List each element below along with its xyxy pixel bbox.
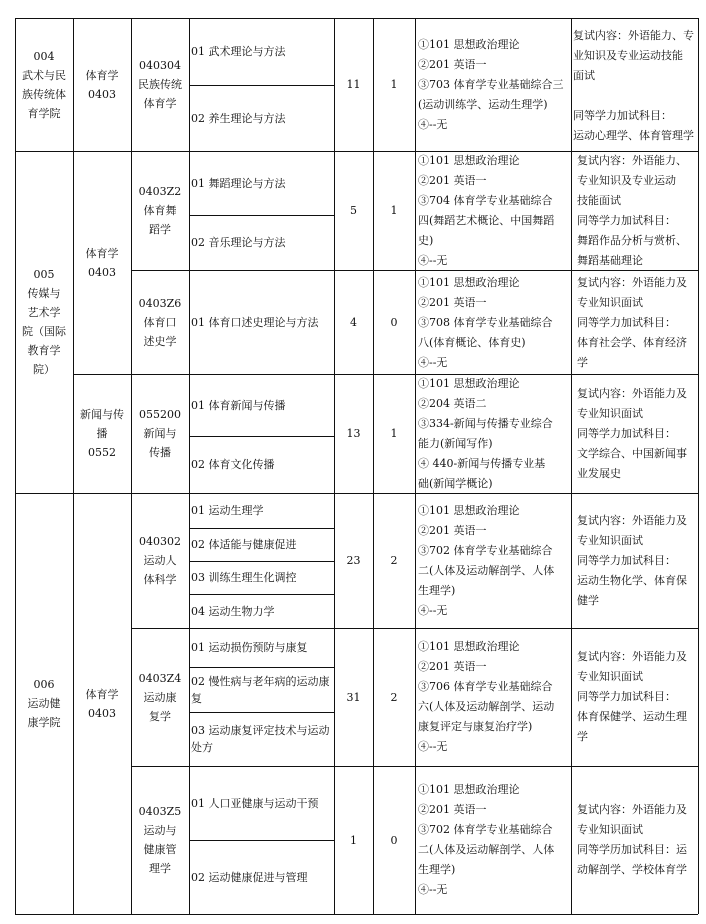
direction-cell: 01 人口亚健康与运动干预 (191, 796, 319, 810)
direction-cell: 02 运动健康促进与管理 (191, 870, 308, 884)
exam-subjects: ①101 思想政治理论 ②201 英语一 ③702 体育学专业基础综合 二(人体及运动解剖学、人体 生理学) ④--无 (418, 504, 555, 617)
exempt-count: 1 (390, 204, 398, 217)
exempt-count: 1 (390, 427, 398, 440)
discipline-cell: 体育学 0403 (85, 687, 119, 720)
dept-cell: 006 运动健 康学院 (27, 678, 61, 729)
col-border (415, 18, 416, 914)
direction-cell: 04 运动生物力学 (191, 604, 275, 618)
direction-cell: 01 运动生理学 (191, 504, 264, 517)
exam-subjects: ①101 思想政治理论 ②201 英语一 ③703 体育学专业基础综合三 (运动训练学、运动生理学) ④--无 (418, 38, 564, 131)
retest-notes: 复试内容：外语能力及 专业知识面试 同等学力加试科目： 运动生物化学、体育保 健学 (577, 514, 687, 607)
enroll-count: 11 (346, 78, 361, 91)
exam-subjects: ①101 思想政治理论 ②201 英语一 ③702 体育学专业基础综合 二(人体及运动解剖学、人体 生理学) ④--无 (418, 783, 555, 896)
retest-notes: 复试内容：外语能力及 专业知识面试 同等学力加试科目： 文学综合、中国新闻事 业发展史 (577, 387, 687, 480)
dept-cell: 004 武术与民 族传统体 育学院 (22, 49, 66, 120)
major-cell: 0403Z5 运动与 健康管 理学 (138, 805, 182, 875)
direction-cell: 01 体育口述史理论与方法 (191, 315, 319, 329)
exam-subjects: ①101 思想政治理论 ②201 英语一 ③708 体育学专业基础综合 八(体育概论、体育史) ④--无 (418, 276, 553, 369)
retest-notes: 复试内容：外语能力及 专业知识面试 同等学历加试科目：运 动解剖学、学校体育学 (577, 803, 687, 876)
major-cell: 040302 运动人 体科学 (139, 535, 181, 586)
retest-notes: 复试内容：外语能力及 专业知识面试 同等学力加试科目： 体育保健学、运动生理 学 (577, 650, 687, 743)
direction-cell: 03 训练生理生化调控 (191, 571, 297, 584)
direction-cell: 02 慢性病与老年病的运动康复 (191, 674, 330, 705)
direction-cell: 01 舞蹈理论与方法 (191, 176, 286, 190)
direction-cell: 02 养生理论与方法 (191, 111, 286, 125)
dept-cell: 005 传媒与 艺术学 院（国际 教育学 院） (22, 268, 66, 376)
retest-notes: 复试内容：外语能力及 专业知识面试 同等学力加试科目： 体育社会学、体育经济 学 (577, 276, 687, 369)
major-cell: 055200 新闻与 传播 (139, 408, 181, 459)
major-cell: 040304 民族传统 体育学 (138, 59, 182, 110)
exam-subjects: ①101 思想政治理论 ②201 英语一 ③704 体育学专业基础综合 四(舞蹈艺术概论、中国舞蹈 史) ④--无 (418, 154, 555, 267)
direction-cell: 02 体适能与健康促进 (191, 538, 297, 551)
discipline-cell: 体育学 0403 (85, 246, 119, 279)
major-cell: 0403Z2 体育舞 蹈学 (138, 185, 182, 236)
major-cell: 0403Z6 体育口 述史学 (138, 296, 182, 348)
exam-subjects: ①101 思想政治理论 ②204 英语二 ③334-新闻与传播专业综合 能力(新闻写作) ④ 440-新闻与传播专业基 础(新闻学概论) (418, 377, 553, 490)
exempt-count: 0 (390, 833, 398, 847)
discipline-cell: 新闻与传 播 0552 (80, 408, 124, 459)
direction-cell: 02 体育文化传播 (191, 458, 275, 471)
direction-cell: 01 武术理论与方法 (191, 45, 286, 58)
retest-notes: 复试内容：外语能力、 专业知识及专业运动 技能面试 同等学力加试科目： 舞蹈作品分析与赏析、 舞蹈基础理论 (577, 154, 687, 267)
exam-subjects: ①101 思想政治理论 ②201 英语一 ③706 体育学专业基础综合 六(人体及运动解剖学、运动 康复评定与康复治疗学) ④--无 (418, 640, 555, 753)
exempt-count: 2 (390, 690, 398, 704)
enroll-count: 31 (346, 690, 361, 704)
enroll-count: 5 (350, 204, 357, 217)
exempt-count: 1 (390, 78, 398, 91)
direction-cell: 01 运动损伤预防与康复 (191, 641, 308, 654)
exempt-count: 2 (390, 554, 398, 567)
enroll-count: 13 (346, 427, 361, 440)
table-bottom-border (15, 914, 698, 915)
enroll-count: 1 (350, 833, 357, 847)
discipline-cell: 体育学 0403 (85, 68, 119, 101)
col-border (571, 18, 572, 914)
retest-notes: 复试内容：外语能力、专 业知识及专业运动技能 面试 同等学力加试科目： 运动心理学、体育管理学 (573, 29, 694, 142)
enroll-count: 4 (350, 315, 357, 329)
exempt-count: 0 (390, 315, 398, 329)
direction-cell: 01 体育新闻与传播 (191, 398, 286, 412)
direction-cell: 02 音乐理论与方法 (191, 236, 286, 249)
enroll-count: 23 (346, 554, 361, 567)
col-border (698, 18, 699, 914)
direction-cell: 03 运动康复评定技术与运动处方 (191, 724, 330, 754)
major-cell: 0403Z4 运动康 复学 (138, 671, 182, 723)
